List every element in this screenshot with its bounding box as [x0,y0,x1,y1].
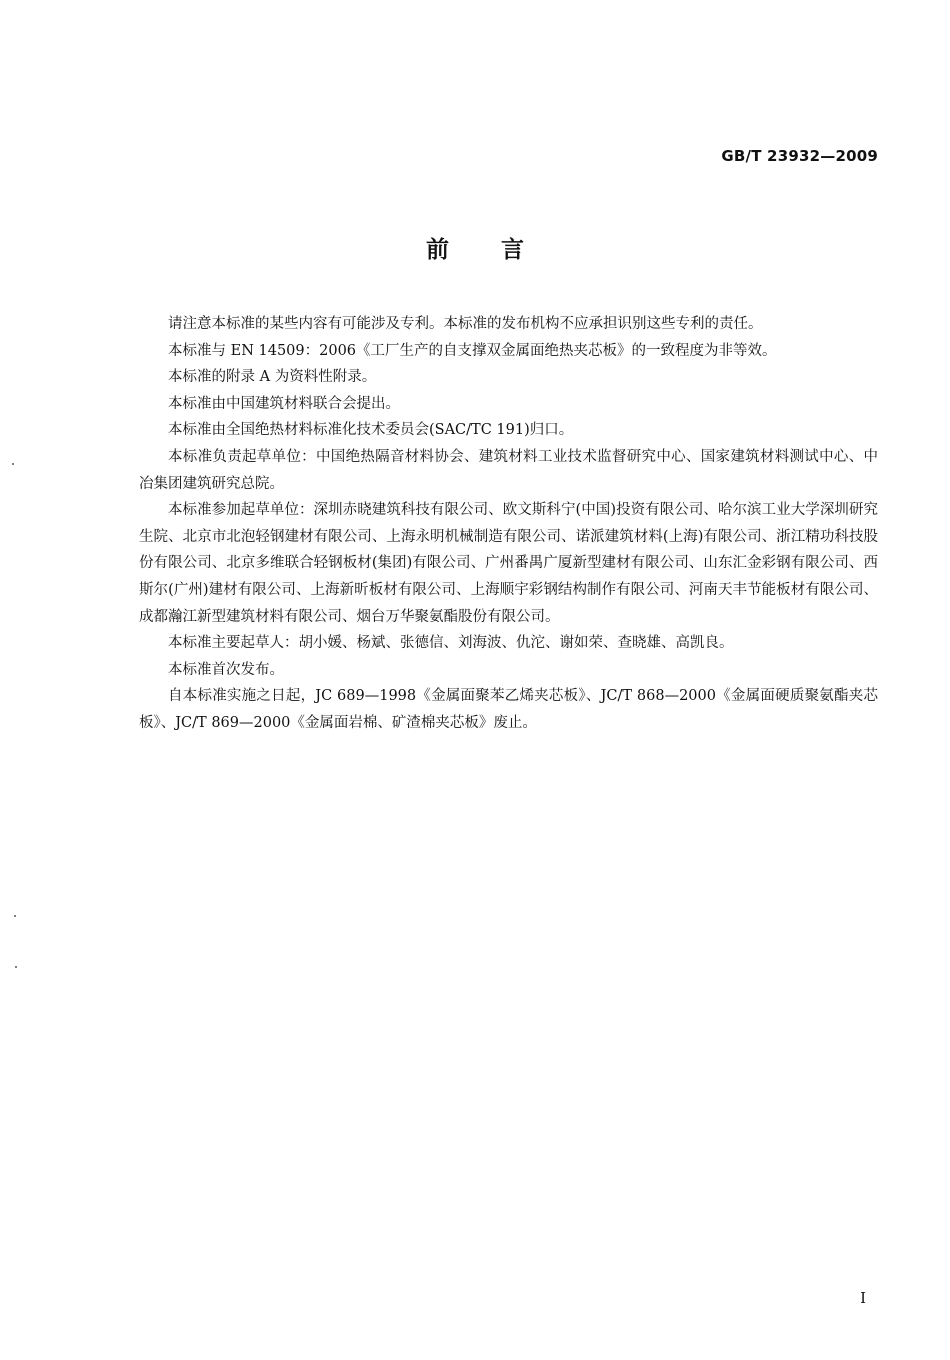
scan-speck [15,966,17,968]
page-number: I [860,1289,866,1307]
paragraph-patent-notice: 请注意本标准的某些内容有可能涉及专利。本标准的发布机构不应承担识别这些专利的责任。 [168,316,763,332]
paragraph-appendix: 本标准的附录 A 为资料性附录。 [168,369,377,386]
scan-speck [14,915,16,917]
paragraph-participating-drafters: 本标准参加起草单位：深圳赤晓建筑科技有限公司、欧文斯科宁(中国)投资有限公司、哈尔滨工业大学深圳研究生院、北京市北泡轻钢建材有限公司、上海永明机械制造有限公司、诺派建筑材料(上海)有限公司、浙江精功科技股份有限公司、北京多维联合轻钢板材(集团)有限公司、广州番禺广厦新型建材有限公司、山东汇金彩钢有限公司、西斯尔(广州)建材有限公司、上海新昕板材有限公司、上海顺宇彩钢结构制作有限公司、河南天丰节能板材有限公司、成都瀚江新型建筑材料有限公司、烟台万华聚氨酯股份有限公司。 [139,502,878,625]
paragraph-proposer: 本标准由中国建筑材料联合会提出。 [168,395,400,412]
paragraph-lead-drafters: 本标准负责起草单位：中国绝热隔音材料协会、建筑材料工业技术监督研究中心、国家建筑材料测试中心、中冶集团建筑研究总院。 [139,448,878,492]
paragraph-superseded: 自本标准实施之日起，JC 689—1998《金属面聚苯乙烯夹芯板》、JC/T 868—2000《金属面硬质聚氨酯夹芯板》、JC/T 869—2000《金属面岩棉、矿渣棉夹芯板》废止。 [139,688,878,731]
paragraph-committee: 本标准由全国绝热材料标准化技术委员会(SAC/TC 191)归口。 [168,422,574,439]
standard-number: GB/T 23932—2009 [721,147,878,165]
page-title: 前言 [426,237,576,263]
paragraph-first-release: 本标准首次发布。 [168,661,284,678]
scan-speck [12,463,14,465]
paragraph-equivalence: 本标准与 EN 14509：2006《工厂生产的自支撑双金属面绝热夹芯板》的一致程度为非等效。 [168,342,777,359]
foreword-body [139,311,878,737]
paragraph-main-drafters: 本标准主要起草人：胡小媛、杨斌、张德信、刘海波、仇沱、谢如荣、查晓雄、高凯良。 [168,635,734,652]
